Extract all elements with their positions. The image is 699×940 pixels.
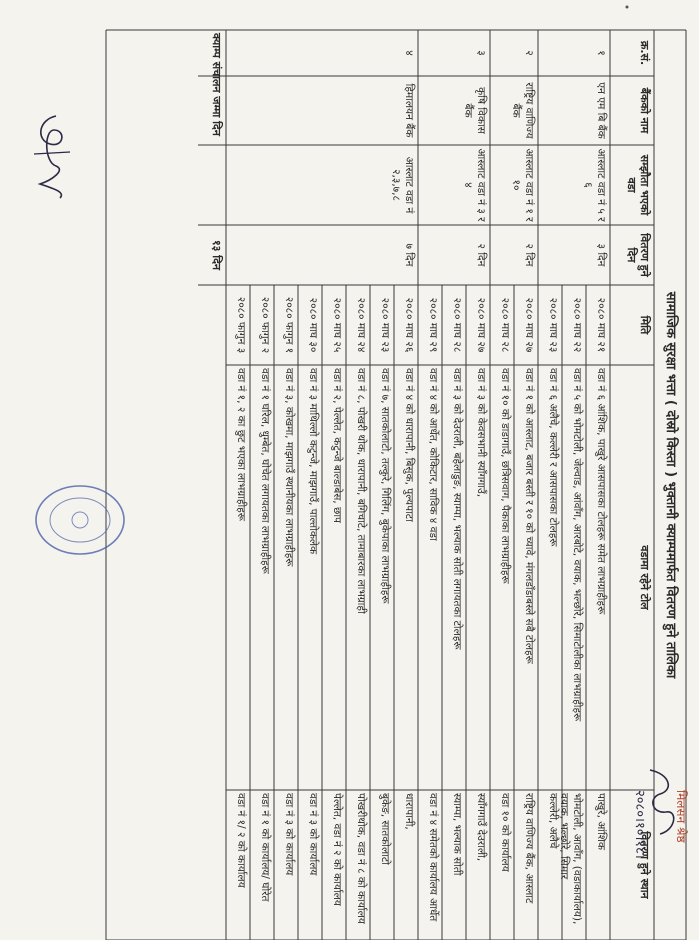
entry-date: २०८० माघ २१ bbox=[595, 297, 607, 353]
row-serial: ४ bbox=[403, 50, 415, 56]
entry-tole: वडा नं ४ को धारापानी, बिसुक, पुल्यपाटा bbox=[403, 368, 415, 522]
row-days: २ दिन bbox=[475, 243, 487, 267]
entry-place: वडा नं १/ २ को कार्यालय bbox=[235, 793, 247, 888]
entry-place: धारापानी, bbox=[403, 793, 415, 830]
entry-date: २०८० माघ २७ bbox=[523, 297, 535, 353]
signatory-name: मिलसन श्रेष्ठ bbox=[674, 790, 688, 843]
row-ward: आस्लाट वडा नं ५ र ६ bbox=[582, 148, 607, 222]
entry-place: भोमटोली, आवाँग, (वडाकार्यालय), वयाक, भल्छोरे, सिमार bbox=[558, 793, 583, 925]
row-ward: आस्लाट वडा नं २,३,७,८ bbox=[390, 156, 415, 214]
document-title: सामाजिक सुरक्षा भत्ता ( दोस्रो किस्ता ) भुक्तानी क्याम्पमार्फत वितरण हुने तालिका bbox=[663, 291, 678, 679]
row-ward: आस्लाट वडा नं १ र १० bbox=[510, 148, 535, 222]
column-header: वडामा रहेने टोल bbox=[638, 545, 651, 610]
column-header: वितरण हुने दिन bbox=[625, 233, 651, 277]
entry-place: वडा नं ३ को कार्यालय bbox=[307, 793, 319, 876]
entry-place: राष्ट्रिय वाणिज्य बैंक, आस्लाट bbox=[523, 793, 535, 904]
entry-date: २०८० माघ २६ bbox=[403, 297, 415, 353]
entry-date: २०८० फागुन १ bbox=[283, 296, 295, 354]
entry-tole: वडा नं १ घरिल, धुम्बेत, घोचेत लगायतका लाभग्राहीहरू bbox=[259, 368, 271, 574]
entry-tole: वडा नं ६ अलैचे, कल्लेरी र आसपासका टोलहरू bbox=[547, 368, 559, 547]
entry-tole: वडा नं ५ को भोमटोली, जेल्वाड, आंवाँग, आरबोटे, वयाक, भल्छोरे, सिमाटोलीका लाभग्राहीहरू bbox=[571, 368, 583, 722]
row-serial: १ bbox=[595, 50, 607, 56]
entry-date: २०८० माघ २८ bbox=[451, 297, 463, 353]
entry-date: २०८० माघ २४ bbox=[355, 297, 367, 353]
signature-date: २०८०।१०।१८। bbox=[632, 790, 647, 859]
entry-place: कल्लेरी, अलैचे bbox=[547, 793, 559, 849]
entry-date: २०८० माघ २३ bbox=[379, 297, 391, 353]
entry-place: वडा नं ४ समेतको कार्यालय आर्धेत bbox=[427, 793, 439, 922]
column-header: बैंकको नाम bbox=[638, 87, 651, 134]
entry-date: २०८० माघ २३ bbox=[547, 297, 559, 353]
entry-tole: वडा नं ३ को केवसभानी स्याँगगाउँ, bbox=[475, 368, 487, 498]
entry-tole: वडा नं ८, पोखरी थोक, धारापानी, बगिचाटे, तामाबारका लाभग्राही bbox=[355, 368, 367, 614]
entry-date: २०८० माघ ३० bbox=[307, 297, 319, 353]
column-header: मिति bbox=[638, 315, 651, 335]
entry-place: पेल्लेत, वडा नं २ को कार्यालय bbox=[331, 793, 343, 906]
row-days: ३ दिन bbox=[595, 243, 607, 267]
row-bank-name: राष्ट्रिय वाणिज्य बैंक bbox=[510, 82, 535, 139]
row-days: २ दिन bbox=[523, 243, 535, 267]
entry-tole: वडा नं २, पेल्लेत, कटुन्जे बाल्डाबेस, छाप bbox=[331, 368, 343, 524]
paper-speck bbox=[624, 4, 630, 10]
entry-date: २०८० माघ २७ bbox=[475, 297, 487, 353]
entry-place: पाखुरे, आंशिक bbox=[595, 793, 607, 850]
row-bank-name: हिमालयन बैंक bbox=[403, 83, 415, 138]
entry-place: बुकेङ, सातकोलाटो bbox=[379, 793, 391, 865]
column-header: सम्झौता भएको वडा bbox=[625, 154, 651, 216]
distribution-schedule-table bbox=[106, 30, 686, 940]
entry-date: २०८० माघ २५ bbox=[331, 297, 343, 353]
column-header: क्र.सं. bbox=[638, 40, 651, 66]
row-serial: २ bbox=[523, 50, 535, 56]
entry-place: वडा नं १ को कार्यालय/ घोरेत bbox=[259, 793, 271, 902]
row-bank-name: कृषि विकास बैंक bbox=[462, 87, 487, 134]
entry-date: २०८० माघ २२ bbox=[571, 297, 583, 353]
office-stamp bbox=[30, 480, 130, 560]
entry-place: वडा १० को कार्यालय bbox=[499, 793, 511, 872]
entry-tole: वडा नं ३ को देउराली, बहेलाडुङ, स्याम्पा, भल्याक सोती लगायतका टोलहरू bbox=[451, 368, 463, 650]
row-serial: ३ bbox=[475, 50, 487, 56]
entry-date: २०८० फागुन ३ bbox=[235, 296, 247, 354]
entry-tole: वडा नं ३ माथिल्लो कटुन्जे, माझगाउँ, पाल्तोकलेक bbox=[307, 368, 319, 555]
entry-place: वडा नं ३ को कार्यालय bbox=[283, 793, 295, 876]
entry-place: स्याँगगाउँ देउराली, bbox=[475, 793, 487, 862]
row-bank-name: एन एम बि बैंक bbox=[595, 82, 607, 139]
entry-place: पोखरीथोक, वडा नं ८ को कार्यालय bbox=[355, 793, 367, 924]
column-header: वितरण हुने स्थान bbox=[638, 831, 651, 899]
entry-tole: वडा नं ६ आंशिक, पाखुरे आसपासका टोलहरू समेत लाभग्राहीहरू bbox=[595, 368, 607, 615]
entry-tole: वडा नं १० को डाडागाउँ, छत्रिसवाग, पैकाका लाभग्राहीहरू bbox=[499, 368, 511, 584]
entry-tole: वडा नं ७, सातकोलाटो, तल्कुरे, गिलिंग, बुकेपाका लाभग्राहीहरू bbox=[379, 368, 391, 604]
footer-label: क्याम्प संचालन जम्मा दिन bbox=[210, 33, 223, 136]
entry-date: २०८० माघ २८ bbox=[499, 297, 511, 353]
entry-date: २०८० फागुन २ bbox=[259, 296, 271, 354]
row-days: ७ दिन bbox=[403, 243, 415, 267]
signature-left bbox=[26, 110, 78, 200]
footer-total-days: १३ दिन bbox=[210, 239, 223, 271]
entry-tole: वडा नं ३, कोखमा, माझगाउँ स्थानीयका लाभग्राहीहरू bbox=[283, 368, 295, 567]
entry-tole: वडा नं १ को आस्लाट, बजार बस्ती र १० को च्यावे, मंगलडाँडाबस्ले सबै टोलहरू bbox=[523, 368, 535, 664]
entry-place: स्याम्पा, भल्याक सोती bbox=[451, 793, 463, 876]
entry-tole: वडा नं ४ को आर्धेत, कोकिटार, साविक ४ वडा bbox=[427, 368, 439, 541]
entry-tole: वडा नं १, २ का छुट भएका लाभग्राहीहरू bbox=[235, 368, 247, 521]
row-ward: आस्लाट वडा नं ३ र ४ bbox=[462, 148, 487, 222]
entry-date: २०८० माघ २९ bbox=[427, 297, 439, 353]
